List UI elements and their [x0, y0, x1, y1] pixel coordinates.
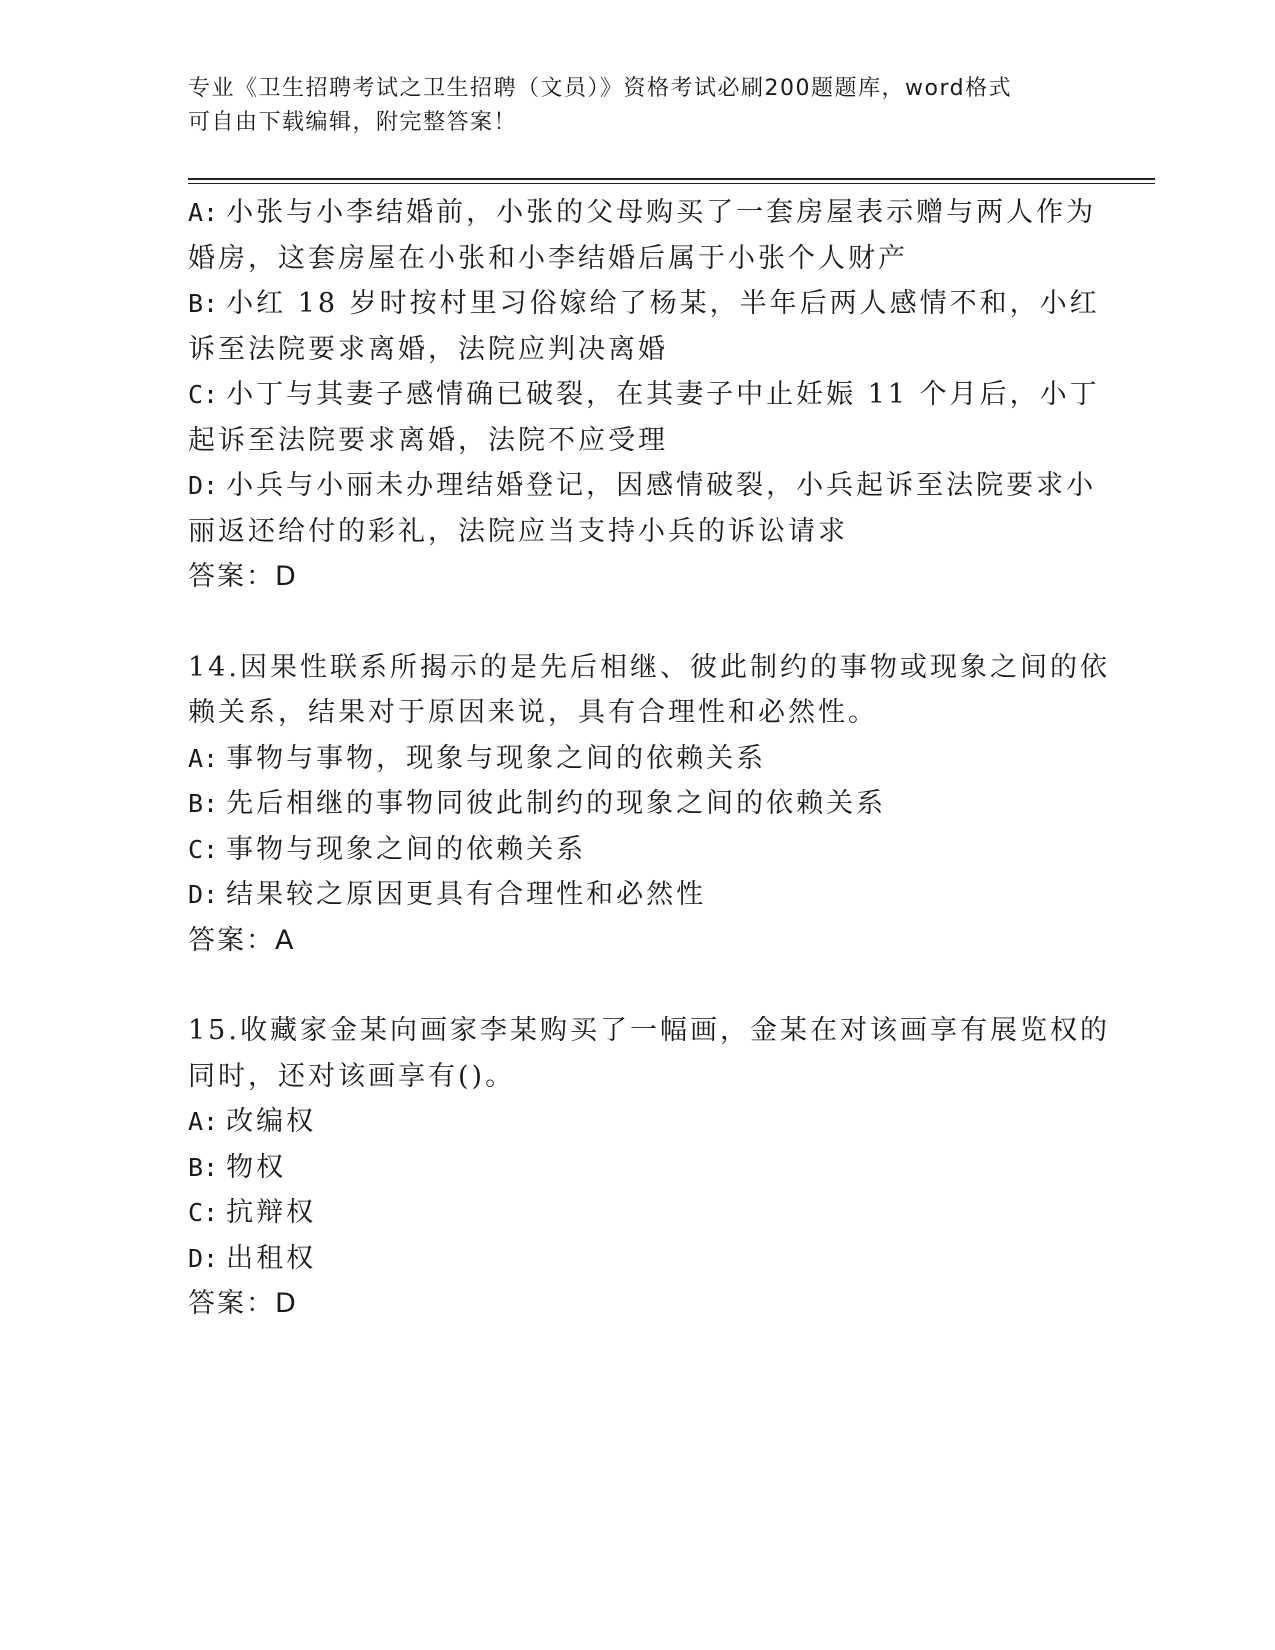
option-d [188, 1236, 1088, 1282]
question-stem: 14.因果性联系所揭示的是先后相继、彼此制约的事物或现象之间的依 [188, 651, 1110, 683]
header-divider [188, 178, 1155, 184]
spacer [188, 963, 1088, 1008]
option-text: 出租权 [226, 1242, 317, 1274]
question-14 [188, 645, 1110, 964]
option-letter: D: [188, 880, 219, 909]
option-a [188, 736, 1088, 782]
option-b [188, 1145, 1088, 1191]
option-letter: A: [188, 198, 219, 227]
option-b-continued: 诉至法院要求离婚，法院应判决离婚 [188, 333, 668, 365]
option-letter: D: [188, 471, 219, 500]
answer-line: 答案：A [188, 924, 296, 956]
option-letter: A: [188, 743, 219, 773]
option-text: 先后相继的事物同彼此制约的现象之间的依赖关系 [226, 788, 887, 819]
question-stem-continued: 赖关系，结果对于原因来说，具有合理性和必然性。 [188, 697, 878, 728]
question-13 [188, 190, 1100, 600]
option-c [188, 372, 1100, 418]
option-letter: B: [188, 289, 219, 318]
option-text: 小张与小李结婚前，小张的父母购买了一套房屋表示赠与两人作为 [226, 197, 1097, 228]
answer-line: 答案：D [188, 1288, 298, 1319]
header-line-2: 可自由下载编辑，附完整答案！ [188, 110, 518, 135]
option-a-continued: 婚房，这套房屋在小张和小李结婚后属于小张个人财产 [188, 242, 908, 274]
option-d [188, 872, 1088, 918]
option-c-continued: 起诉至法院要求离婚，法院不应受理 [188, 424, 668, 456]
question-content [188, 190, 1110, 1327]
answer-line: 答案：D [188, 561, 298, 592]
page-header [188, 72, 1088, 140]
option-letter: D: [188, 1243, 219, 1273]
option-d-continued: 丽返还给付的彩礼，法院应当支持小兵的诉讼请求 [188, 515, 848, 547]
option-letter: B: [188, 789, 219, 818]
option-text: 事物与现象之间的依赖关系 [226, 833, 587, 865]
header-line-1: 专业《卫生招聘考试之卫生招聘（文员）》资格考试必刷200题题库，word格式 [188, 76, 1013, 101]
question-stem: 15.收藏家金某向画家李某购买了一幅画，金某在对该画享有展览权的 [188, 1015, 1110, 1046]
option-a [188, 190, 1097, 236]
option-a [188, 1099, 1088, 1145]
option-text: 物权 [226, 1151, 287, 1183]
option-text: 小丁与其妻子感情确已破裂，在其妻子中止妊娠 11 个月后，小丁 [226, 379, 1100, 410]
option-letter: A: [188, 1107, 219, 1136]
option-text: 抗辩权 [226, 1197, 317, 1228]
option-text: 小红 18 岁时按村里习俗嫁给了杨某，半年后两人感情不和，小红 [226, 288, 1100, 319]
option-c [188, 1190, 1088, 1236]
question-stem-continued: 同时，还对该画享有()。 [188, 1060, 516, 1092]
question-15 [188, 1008, 1110, 1327]
option-d [188, 463, 1097, 509]
option-text: 结果较之原因更具有合理性和必然性 [226, 879, 707, 910]
option-b [188, 281, 1100, 327]
option-b [188, 781, 1088, 827]
option-text: 小兵与小丽未办理结婚登记，因感情破裂，小兵起诉至法院要求小 [226, 470, 1097, 501]
option-letter: B: [188, 1152, 219, 1182]
option-text: 改编权 [226, 1106, 317, 1137]
option-letter: C: [188, 834, 219, 864]
spacer [188, 600, 1088, 645]
option-text: 事物与事物，现象与现象之间的依赖关系 [226, 742, 767, 774]
option-letter: C: [188, 1198, 219, 1227]
option-c [188, 827, 1088, 873]
option-letter: C: [188, 380, 219, 409]
